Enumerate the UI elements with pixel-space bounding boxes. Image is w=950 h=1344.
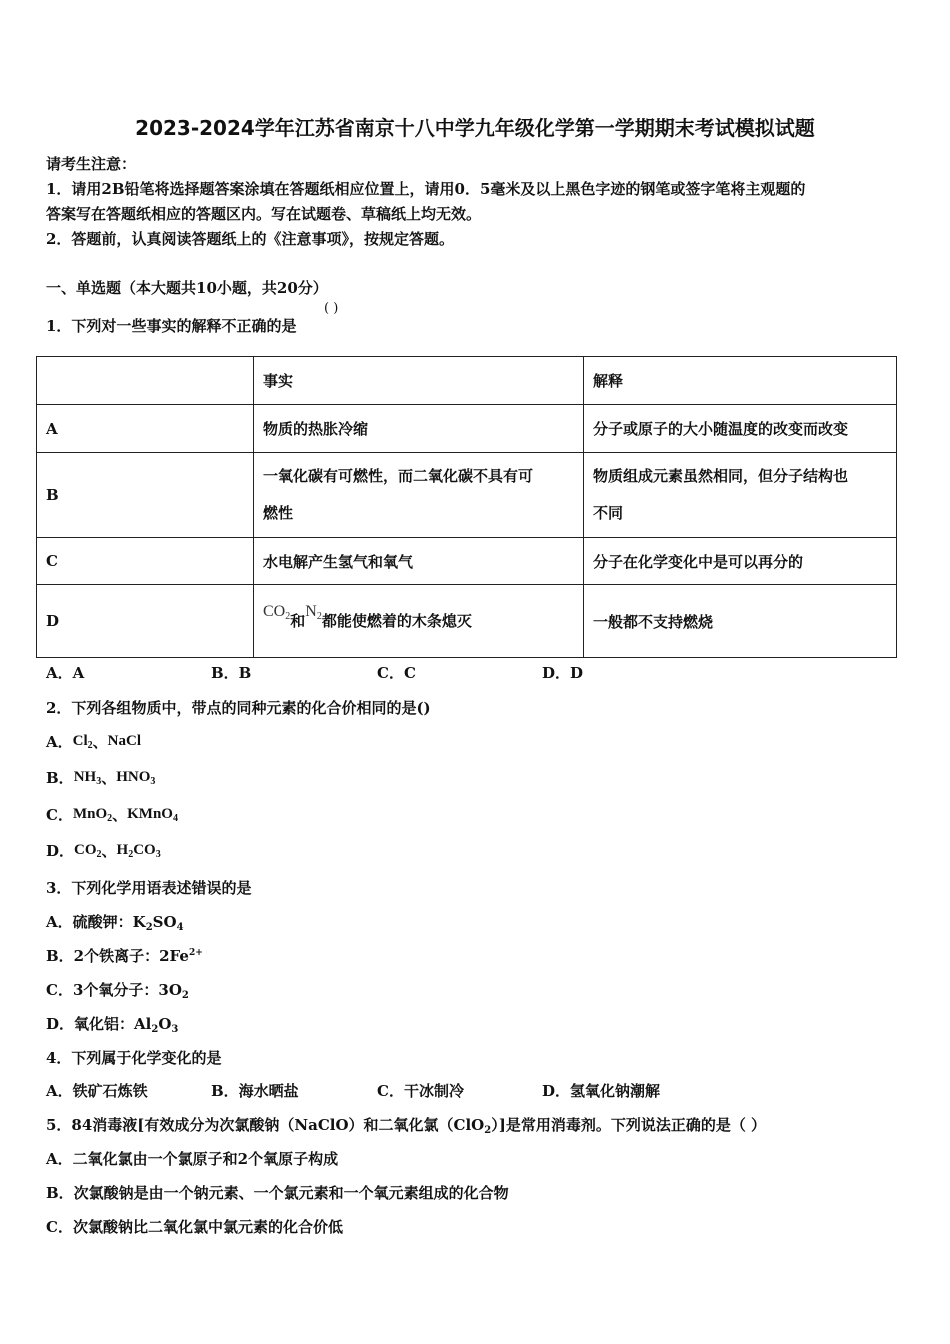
q4-option-d: D．氢氧化钠潮解 [542,1082,661,1100]
row-label: D [37,585,254,658]
q2-option-a: A．$Cl_2$、NaCl [46,733,141,751]
q5-option-c: C．次氯酸钠比二氧化氯中氯元素的化合价低 [46,1218,343,1236]
table-header-fact: 事实 [254,357,584,405]
q3-option-b: B．2个铁离子：$2Fe^{2+}$ [46,947,203,965]
q4-option-a: A．铁矿石炼铁 [46,1082,148,1100]
notice-line-1: 1．请用2B铅笔将选择题答案涂填在答题纸相应位置上，请用0．5毫米及以上黑色字迹的钢笔或签字笔将主观题的 [46,180,806,198]
row-fact [254,453,584,538]
row-explain-line: 不同 [593,504,624,522]
table-header-row [37,357,897,405]
question-1-answer-paren: ( ) [324,301,339,316]
q1-option-c: C．C [377,664,416,682]
question-1-stem: 1．下列对一些事实的解释不正确的是 [46,317,297,335]
section-heading: 一、单选题（本大题共10小题，共20分） [46,279,328,297]
formula-n2: $N_2$ [305,603,322,622]
row-fact-line: 燃性 [263,504,294,522]
row-explain [584,453,897,538]
q5-option-b: B．次氯酸钠是由一个钠元素、一个氯元素和一个氧元素组成的化合物 [46,1184,509,1202]
row-explain-line: 物质组成元素虽然相同，但分子结构也 [593,467,849,485]
question-4-stem: 4．下列属于化学变化的是 [46,1049,222,1067]
table-row [37,538,897,585]
table-row [37,405,897,453]
facts-table [36,356,897,658]
page-title: 2023-2024学年江苏省南京十八中学九年级化学第一学期期末考试模拟试题 [135,116,815,140]
row-explain: 分子或原子的大小随温度的改变而改变 [584,405,897,453]
row-fact-line: 一氧化碳有可燃性，而二氧化碳不具有可 [263,467,534,485]
q2-option-c: C．MnO$_2$、KMnO$_4$ [46,806,178,824]
q3-option-c: C．3个氧分子：$3O_2$ [46,981,189,1001]
table-row [37,585,897,658]
row-fact: 物质的热胀冷缩 [254,405,584,453]
q4-option-b: B．海水晒盐 [211,1082,299,1100]
notice-heading: 请考生注意： [46,155,137,173]
table-row [37,453,897,538]
question-3-stem: 3．下列化学用语表述错误的是 [46,879,252,897]
table-header-explain: 解释 [584,357,897,405]
q3-option-a: A．硫酸钾：$K_2SO_4$ [46,913,184,933]
row-label: B [37,453,254,538]
q2-option-d: D．$CO_2$、$H_2CO_3$ [46,842,161,860]
notice-line-2: 2．答题前，认真阅读答题纸上的《注意事项》，按规定答题。 [46,230,454,248]
q1-option-a: A．A [46,664,85,682]
table-header-cell [37,357,254,405]
row-fact: $CO_2$和$N_2$都能使燃着的木条熄灭 [254,585,584,658]
row-label: C [37,538,254,585]
question-2-stem: 2．下列各组物质中，带点的同种元素的化合价相同的是() [46,699,431,717]
row-fact: 水电解产生氢气和氧气 [254,538,584,585]
row-explain: 分子在化学变化中是可以再分的 [584,538,897,585]
row-explain: 一般都不支持燃烧 [584,585,897,658]
q4-option-c: C．干冰制冷 [377,1082,464,1100]
row-label: A [37,405,254,453]
formula-co2: $CO_2$ [263,603,291,622]
notice-line-1b: 答案写在答题纸相应的答题区内。写在试题卷、草稿纸上均无效。 [46,205,482,223]
q5-option-a: A．二氧化氯由一个氯原子和2个氧原子构成 [46,1150,339,1168]
question-5-stem: 5．84消毒液[有效成分为次氯酸钠（NaClO）和二氧化氯（ClO$_2$）]是常用消毒剂。下列说法正确的是（ ） [46,1116,767,1136]
q2-option-b: B．$NH_3$、$HNO_3$ [46,769,156,787]
q3-option-d: D．氧化铝：$Al_2O_3$ [46,1015,179,1035]
q1-option-d: D．D [542,664,584,682]
q1-option-b: B．B [211,664,252,682]
